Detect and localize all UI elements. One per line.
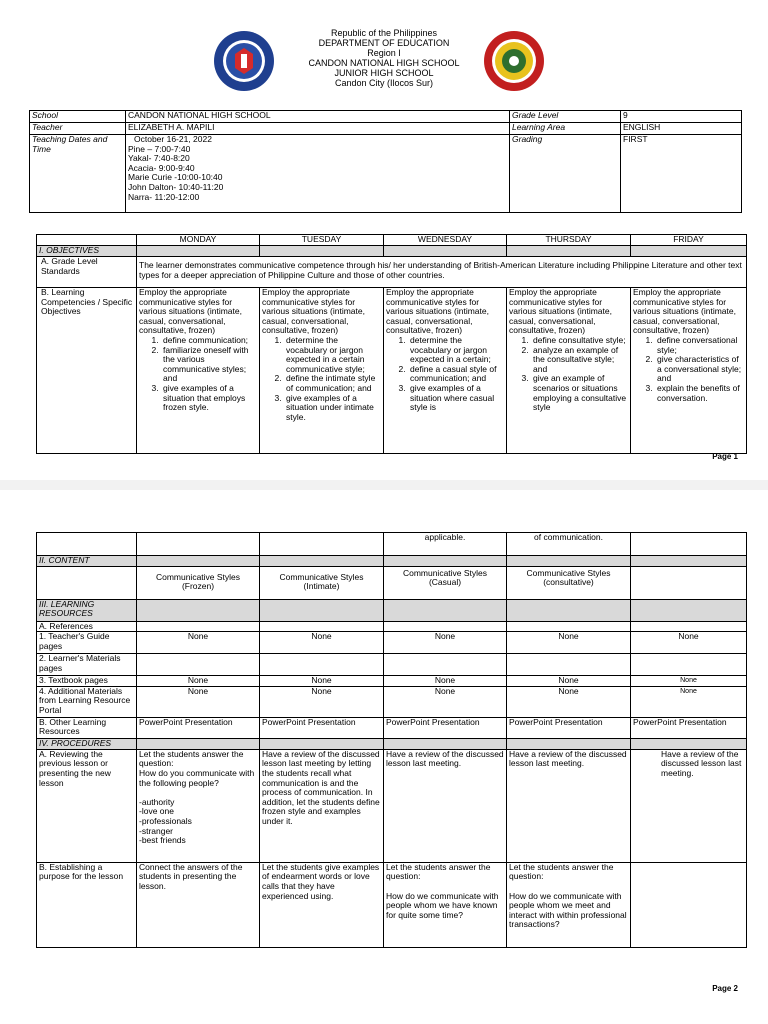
header-department: DEPARTMENT OF EDUCATION: [318, 38, 450, 48]
objective-item: 2. define the intimate style of communication; and: [284, 374, 381, 393]
objective-item: 1. define conversational style;: [655, 336, 744, 355]
document-header: [0, 28, 768, 88]
teachers-guide-thursday: None: [507, 632, 631, 654]
grade-label: Grade Level: [510, 111, 621, 123]
procedure-b-tuesday: Let the students give examples of endearment words or love calls that they have experienced using.: [260, 862, 384, 947]
references-label: A. References: [37, 621, 137, 632]
time-line: Narra- 11:20-12:00: [128, 191, 200, 202]
objective-item: 3. explain the benefits of conversation.: [655, 384, 744, 403]
textbook-thursday: None: [507, 676, 631, 687]
other-resources-thursday: PowerPoint Presentation: [507, 717, 631, 738]
procedure-a-monday: Let the students answer the question: How do you communicate with the following people? -authority -love one -professionals -stranger -best friends: [137, 749, 260, 862]
objectives-wednesday-continued: applicable.: [384, 533, 507, 556]
day-header-wednesday: WEDNESDAY: [384, 235, 507, 246]
day-header-friday: FRIDAY: [631, 235, 747, 246]
dates-value: [126, 135, 510, 213]
time-line: John Dalton- 10:40-11:20: [128, 181, 224, 192]
info-table: [29, 110, 742, 213]
other-resources-label: B. Other Learning Resources: [37, 717, 137, 738]
objectives-heading: I. OBJECTIVES: [37, 246, 137, 257]
other-resources-friday: PowerPoint Presentation: [631, 717, 747, 738]
teachers-guide-wednesday: None: [384, 632, 507, 654]
grading-label: Grading: [510, 135, 621, 213]
objective-item: 3. give examples of a situation where casual style is: [408, 384, 504, 413]
textbook-label: 3. Textbook pages: [37, 676, 137, 687]
learners-materials-label: 2. Learner's Materials pages: [37, 654, 137, 676]
teacher-value: ELIZABETH A. MAPILI: [126, 123, 510, 135]
objectives-monday: [137, 288, 260, 454]
header-region: Region I: [367, 48, 401, 58]
objectives-intro: Employ the appropriate communicative styles for various situations (intimate, casual, conversational, consultative, frozen): [509, 287, 612, 336]
page-number: Page 2: [712, 984, 738, 993]
procedure-b-friday: [631, 862, 747, 947]
grading-value: FIRST: [621, 135, 742, 213]
additional-materials-tuesday: None: [260, 686, 384, 717]
school-label: School: [30, 111, 126, 123]
grade-level-standards-text: The learner demonstrates communicative competence through his/ her understanding of British-American Literature including Philippine Literature and other text types for a deeper appreciation of Philippine Culture and those of other countries.: [137, 257, 747, 288]
objective-item: 2. analyze an example of the consultative style; and: [531, 346, 628, 375]
objectives-friday: [631, 288, 747, 454]
time-line: Pine – 7:00-7:40: [128, 143, 191, 154]
time-line: Yakal- 7:40-8:20: [128, 153, 190, 164]
procedure-a-friday: Have a review of the discussed lesson last meeting.: [631, 749, 747, 862]
learning-resources-heading: III. LEARNING RESOURCES: [37, 599, 137, 621]
objectives-intro: Employ the appropriate communicative styles for various situations (intimate, casual, conversational, consultative, frozen): [386, 287, 489, 336]
day-header-thursday: THURSDAY: [507, 235, 631, 246]
objective-item: 2. give characteristics of a conversational style; and: [655, 355, 744, 384]
lesson-log-table-page-1: [36, 234, 747, 454]
objective-item: 1. determine the vocabulary or jargon expected in a certain communicative style;: [284, 336, 381, 374]
additional-materials-wednesday: None: [384, 686, 507, 717]
procedure-a-label: A. Reviewing the previous lesson or presenting the new lesson: [37, 749, 137, 862]
procedures-heading: IV. PROCEDURES: [37, 738, 137, 749]
procedure-b-label: B. Establishing a purpose for the lesson: [37, 862, 137, 947]
page-separator: [0, 480, 768, 490]
page-number: Page 1: [712, 452, 738, 461]
dates-line: October 16-21, 2022: [134, 134, 212, 144]
header-school: CANDON NATIONAL HIGH SCHOOL: [308, 58, 460, 68]
page-1: [0, 0, 768, 480]
grade-value: 9: [621, 111, 742, 123]
textbook-wednesday: None: [384, 676, 507, 687]
corner-cell: [37, 235, 137, 246]
objectives-thursday-continued: of communication.: [507, 533, 631, 556]
objective-item: 1. define communication;: [161, 336, 257, 346]
objectives-wednesday: [384, 288, 507, 454]
procedure-b-monday: Connect the answers of the students in presenting the lesson.: [137, 862, 260, 947]
area-label: Learning Area: [510, 123, 621, 135]
procedure-a-thursday: Have a review of the discussed lesson last meeting.: [507, 749, 631, 862]
procedure-b-thursday: Let the students answer the question: How do we communicate with people whom we meet and interact with within professional transactions?: [507, 862, 631, 947]
objective-item: 1. determine the vocabulary or jargon expected in a certain;: [408, 336, 504, 365]
teachers-guide-label: 1. Teacher's Guide pages: [37, 632, 137, 654]
dates-label: Teaching Dates and Time: [30, 135, 126, 213]
procedure-b-wednesday: Let the students answer the question: How do we communicate with people whom we have known for quite some time?: [384, 862, 507, 947]
additional-materials-monday: None: [137, 686, 260, 717]
lesson-log-table-page-2: [36, 532, 747, 948]
area-value: ENGLISH: [621, 123, 742, 135]
procedure-a-tuesday: Have a review of the discussed lesson last meeting by letting the students recall what communication is and the process of communication. In addition, let the students define frozen style and examples under it.: [260, 749, 384, 862]
objective-item: 3. give examples of a situation that employs frozen style.: [161, 384, 257, 413]
day-header-monday: MONDAY: [137, 235, 260, 246]
additional-materials-thursday: None: [507, 686, 631, 717]
content-wednesday: Communicative Styles (Casual): [384, 566, 507, 599]
grade-level-standards-label: A. Grade Level Standards: [37, 257, 137, 288]
content-tuesday: Communicative Styles (Intimate): [260, 566, 384, 599]
time-line: Acacia- 9:00-9:40: [128, 162, 195, 173]
teacher-label: Teacher: [30, 123, 126, 135]
objective-item: 3. give examples of a situation under intimate style.: [284, 394, 381, 423]
header-republic: Republic of the Philippines: [330, 28, 438, 38]
teachers-guide-friday: None: [631, 632, 747, 654]
content-heading: II. CONTENT: [37, 556, 137, 567]
objective-item: 2. familiarize oneself with the various communicative styles; and: [161, 346, 257, 384]
textbook-friday: None: [631, 676, 747, 687]
objective-item: 3. give an example of scenarios or situations employing a consultative style: [531, 374, 628, 412]
other-resources-wednesday: PowerPoint Presentation: [384, 717, 507, 738]
content-monday: Communicative Styles (Frozen): [137, 566, 260, 599]
teachers-guide-monday: None: [137, 632, 260, 654]
school-value: CANDON NATIONAL HIGH SCHOOL: [126, 111, 510, 123]
objectives-intro: Employ the appropriate communicative styles for various situations (intimate, casual, conversational, consultative, frozen): [633, 287, 736, 336]
learning-competencies-label: B. Learning Competencies / Specific Objectives: [37, 288, 137, 454]
objectives-tuesday: [260, 288, 384, 454]
day-header-tuesday: TUESDAY: [260, 235, 384, 246]
header-level: JUNIOR HIGH SCHOOL: [334, 68, 434, 78]
time-line: Marie Curie -10:00-10:40: [128, 172, 223, 183]
additional-materials-friday: None: [631, 686, 747, 717]
content-thursday: Communicative Styles (consultative): [507, 566, 631, 599]
objectives-intro: Employ the appropriate communicative styles for various situations (intimate, casual, conversational, consultative, frozen): [262, 287, 365, 336]
other-resources-monday: PowerPoint Presentation: [137, 717, 260, 738]
objective-item: 1. define consultative style;: [531, 336, 628, 346]
objectives-intro: Employ the appropriate communicative styles for various situations (intimate, casual, conversational, consultative, frozen): [139, 287, 242, 336]
other-resources-tuesday: PowerPoint Presentation: [260, 717, 384, 738]
teachers-guide-tuesday: None: [260, 632, 384, 654]
objectives-thursday: [507, 288, 631, 454]
additional-materials-label: 4. Additional Materials from Learning Resource Portal: [37, 686, 137, 717]
header-city: Candon City (Ilocos Sur): [334, 78, 434, 88]
objective-item: 2. define a casual style of communication; and: [408, 365, 504, 384]
textbook-tuesday: None: [260, 676, 384, 687]
content-friday: [631, 566, 747, 599]
procedure-a-wednesday: Have a review of the discussed lesson last meeting.: [384, 749, 507, 862]
textbook-monday: None: [137, 676, 260, 687]
